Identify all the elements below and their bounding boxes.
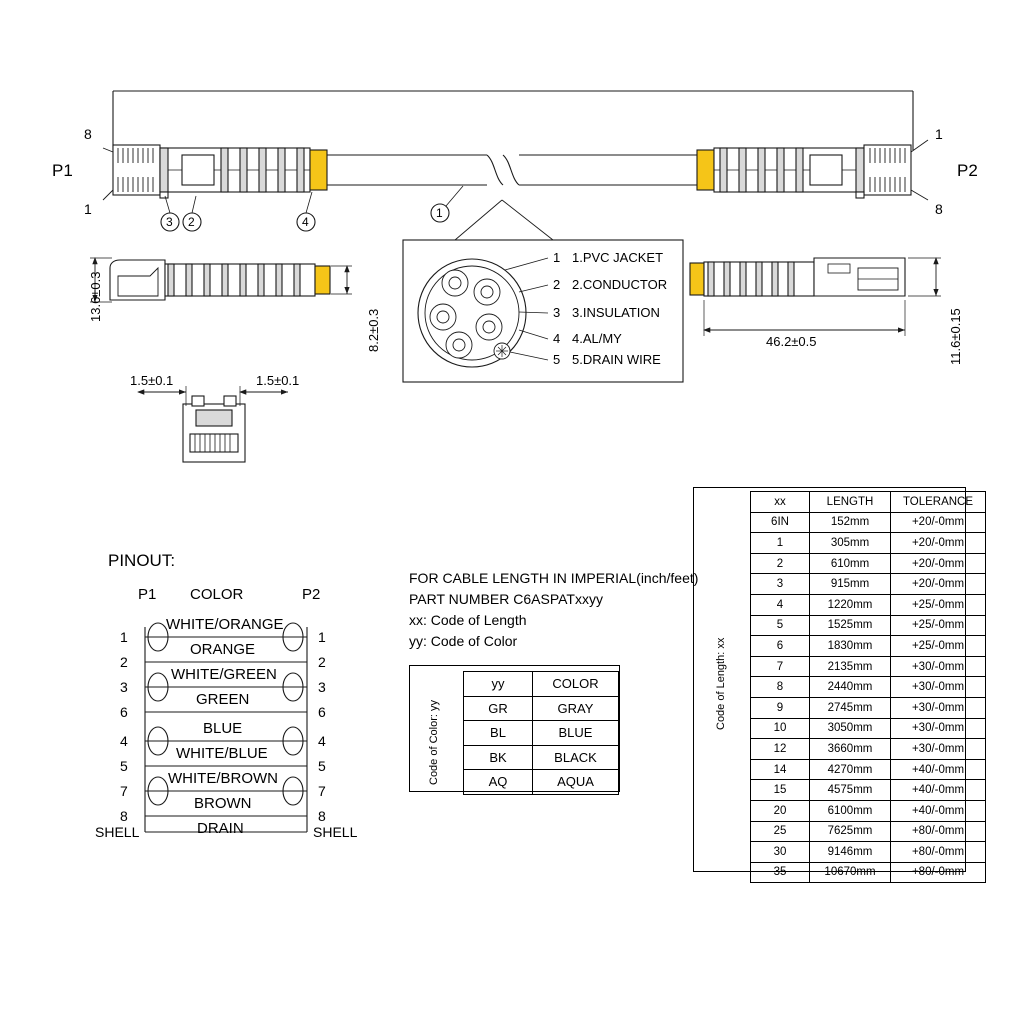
pinout-row-color: WHITE/BROWN [168,770,278,787]
length-tolerance: +30/-0mm [891,697,986,718]
cross-section-num-5: 5 [553,352,561,367]
pinout-row-p1: 7 [120,783,128,799]
length-tolerance: +80/-0mm [891,821,986,842]
cross-section-num-4: 4 [553,331,561,346]
length-tolerance: +25/-0mm [891,594,986,615]
table-row [751,718,986,739]
pinout-row-p2: 2 [318,654,326,670]
table-row [751,759,986,780]
pinout-row-p1: 5 [120,758,128,774]
cross-section-num-1: 1 [553,250,561,265]
length-table-header-tolerance: TOLERANCE [891,492,986,513]
p1-connector-side-view [90,258,352,302]
table-row [751,636,986,657]
note-line-3: xx: Code of Length [409,612,527,628]
pinout-row-p1: 2 [120,654,128,670]
color-name: GRAY [533,696,619,721]
cross-section-leader [455,200,553,240]
length-code: 8 [751,677,810,698]
p1-label: P1 [52,161,73,180]
callout-4-label: 4 [302,215,309,229]
color-table-side-label: Code of Color: yy [428,700,440,785]
length-value: 9146mm [810,842,891,863]
length-code: 9 [751,697,810,718]
length-value: 915mm [810,574,891,595]
p1-pin-8-label: 8 [84,126,92,142]
p2-label: P2 [957,161,978,180]
dimension-1-5-right: 1.5±0.1 [256,373,300,388]
length-tolerance: +80/-0mm [891,862,986,883]
length-tolerance: +25/-0mm [891,636,986,657]
table-row [751,862,986,883]
length-value: 305mm [810,533,891,554]
color-code-table [463,671,619,795]
dimension-11-6: 11.6±0.15 [948,308,963,365]
length-code: 12 [751,739,810,760]
pinout-row-p2: 3 [318,679,326,695]
pinout-row-color: BLUE [203,720,243,737]
pinout-row-p1: 3 [120,679,128,695]
p2-pin-1-label: 1 [935,126,943,142]
dimension-13-6: 13.6±0.3 [88,271,103,322]
note-line-4: yy: Code of Color [409,633,518,649]
length-tolerance: +20/-0mm [891,553,986,574]
length-tolerance: +40/-0mm [891,780,986,801]
table-row [751,842,986,863]
cross-section-text-2: 2.CONDUCTOR [572,277,668,292]
length-code: 20 [751,800,810,821]
length-tolerance: +30/-0mm [891,718,986,739]
length-value: 2440mm [810,677,891,698]
table-row [751,780,986,801]
table-row [751,533,986,554]
cross-section-num-2: 2 [553,277,561,292]
color-name: BLUE [533,721,619,746]
length-code: 15 [751,780,810,801]
table-row [751,594,986,615]
length-value: 10670mm [810,862,891,883]
table-row [464,721,619,746]
length-value: 1220mm [810,594,891,615]
length-value: 7625mm [810,821,891,842]
table-row [751,800,986,821]
length-value: 4270mm [810,759,891,780]
cross-section-text-3: 3.INSULATION [572,305,660,320]
length-tolerance: +40/-0mm [891,759,986,780]
table-row [464,672,619,697]
pinout-row-color: ORANGE [190,641,256,658]
table-row [464,745,619,770]
length-code: 25 [751,821,810,842]
table-row [751,821,986,842]
p1-connector-top-view [113,145,327,198]
length-value: 610mm [810,553,891,574]
callout-3-label: 3 [166,215,173,229]
table-row [751,574,986,595]
callout-2-label: 2 [188,215,195,229]
length-code: 10 [751,718,810,739]
length-tolerance: +80/-0mm [891,842,986,863]
connector-front-view [138,386,288,462]
color-code: AQ [464,770,533,795]
pinout-row-p2: 5 [318,758,326,774]
p2-connector-top-view [697,145,911,198]
pinout-row-color: WHITE/BLUE [176,745,268,762]
color-name: BLACK [533,745,619,770]
length-table-header-length: LENGTH [810,492,891,513]
pinout-row-color: BROWN [194,795,252,812]
p1-pin-1-label: 1 [84,201,92,217]
cross-section-text-5: 5.DRAIN WIRE [572,352,661,367]
length-code: 4 [751,594,810,615]
pinout-row-p1: 8 [120,808,128,824]
length-table-side-label: Code of Length: xx [715,637,727,730]
pinout-row-p1: 4 [120,733,128,749]
cross-section-num-3: 3 [553,305,561,320]
length-code: 7 [751,656,810,677]
color-name: AQUA [533,770,619,795]
pinout-row-p1: SHELL [95,824,140,840]
length-code: 2 [751,553,810,574]
color-code: GR [464,696,533,721]
length-code: 5 [751,615,810,636]
length-code: 30 [751,842,810,863]
length-value: 3660mm [810,739,891,760]
length-value: 4575mm [810,780,891,801]
table-row [751,492,986,513]
color-code: BK [464,745,533,770]
length-tolerance: +30/-0mm [891,677,986,698]
table-row [751,553,986,574]
length-value: 1830mm [810,636,891,657]
length-value: 6100mm [810,800,891,821]
table-row [751,677,986,698]
cable-body [327,155,697,185]
pinout-row-color: DRAIN [197,820,244,837]
table-row [751,512,986,533]
dimension-8-2: 8.2±0.3 [366,308,381,352]
length-code-table [750,491,986,883]
pinout-col-p1: P1 [138,586,157,603]
length-code: 3 [751,574,810,595]
length-tolerance: +20/-0mm [891,512,986,533]
pinout-row-color: GREEN [196,691,250,708]
table-row [751,615,986,636]
p2-pin-8-label: 8 [935,201,943,217]
pinout-row-p2: 8 [318,808,326,824]
pinout-row-p2: 4 [318,733,326,749]
pinout-row-color: WHITE/GREEN [171,666,277,683]
pinout-row-p2: 7 [318,783,326,799]
color-table-header-yy: yy [464,672,533,697]
table-row [464,770,619,795]
pinout-row-p2: 6 [318,704,326,720]
p2-connector-side-view [690,258,941,336]
length-table-header-xx: xx [751,492,810,513]
table-row [751,739,986,760]
callout-markers-p1 [161,192,315,231]
length-code: 6 [751,636,810,657]
pinout-row-color: WHITE/ORANGE [166,616,284,633]
pinout-col-color: COLOR [190,586,244,603]
cross-section-text-4: 4.AL/MY [572,331,622,346]
dimension-46-2: 46.2±0.5 [766,334,817,349]
length-tolerance: +30/-0mm [891,739,986,760]
cross-section-text-1: 1.PVC JACKET [572,250,664,265]
pinout-col-p2: P2 [302,586,321,603]
length-code: 6IN [751,512,810,533]
note-line-2: PART NUMBER C6ASPATxxyy [409,591,603,607]
length-code: 1 [751,533,810,554]
length-value: 1525mm [810,615,891,636]
length-value: 2135mm [810,656,891,677]
dimension-1-5-left: 1.5±0.1 [130,373,174,388]
length-code: 14 [751,759,810,780]
length-tolerance: +40/-0mm [891,800,986,821]
table-row [464,696,619,721]
pinout-row-p1: 1 [120,629,128,645]
overall-length-dimension [113,91,913,150]
length-code: 35 [751,862,810,883]
callout-cable-label: 1 [436,206,443,220]
length-value: 152mm [810,512,891,533]
pinout-row-p2: 1 [318,629,326,645]
table-row [751,697,986,718]
color-code: BL [464,721,533,746]
length-tolerance: +20/-0mm [891,533,986,554]
color-table-header-color: COLOR [533,672,619,697]
length-tolerance: +25/-0mm [891,615,986,636]
table-row [751,656,986,677]
length-tolerance: +30/-0mm [891,656,986,677]
length-tolerance: +20/-0mm [891,574,986,595]
pinout-heading: PINOUT: [108,551,176,570]
pinout-row-p2: SHELL [313,824,358,840]
length-value: 3050mm [810,718,891,739]
pinout-row-p1: 6 [120,704,128,720]
length-value: 2745mm [810,697,891,718]
note-line-1: FOR CABLE LENGTH IN IMPERIAL(inch/feet) [409,570,699,586]
